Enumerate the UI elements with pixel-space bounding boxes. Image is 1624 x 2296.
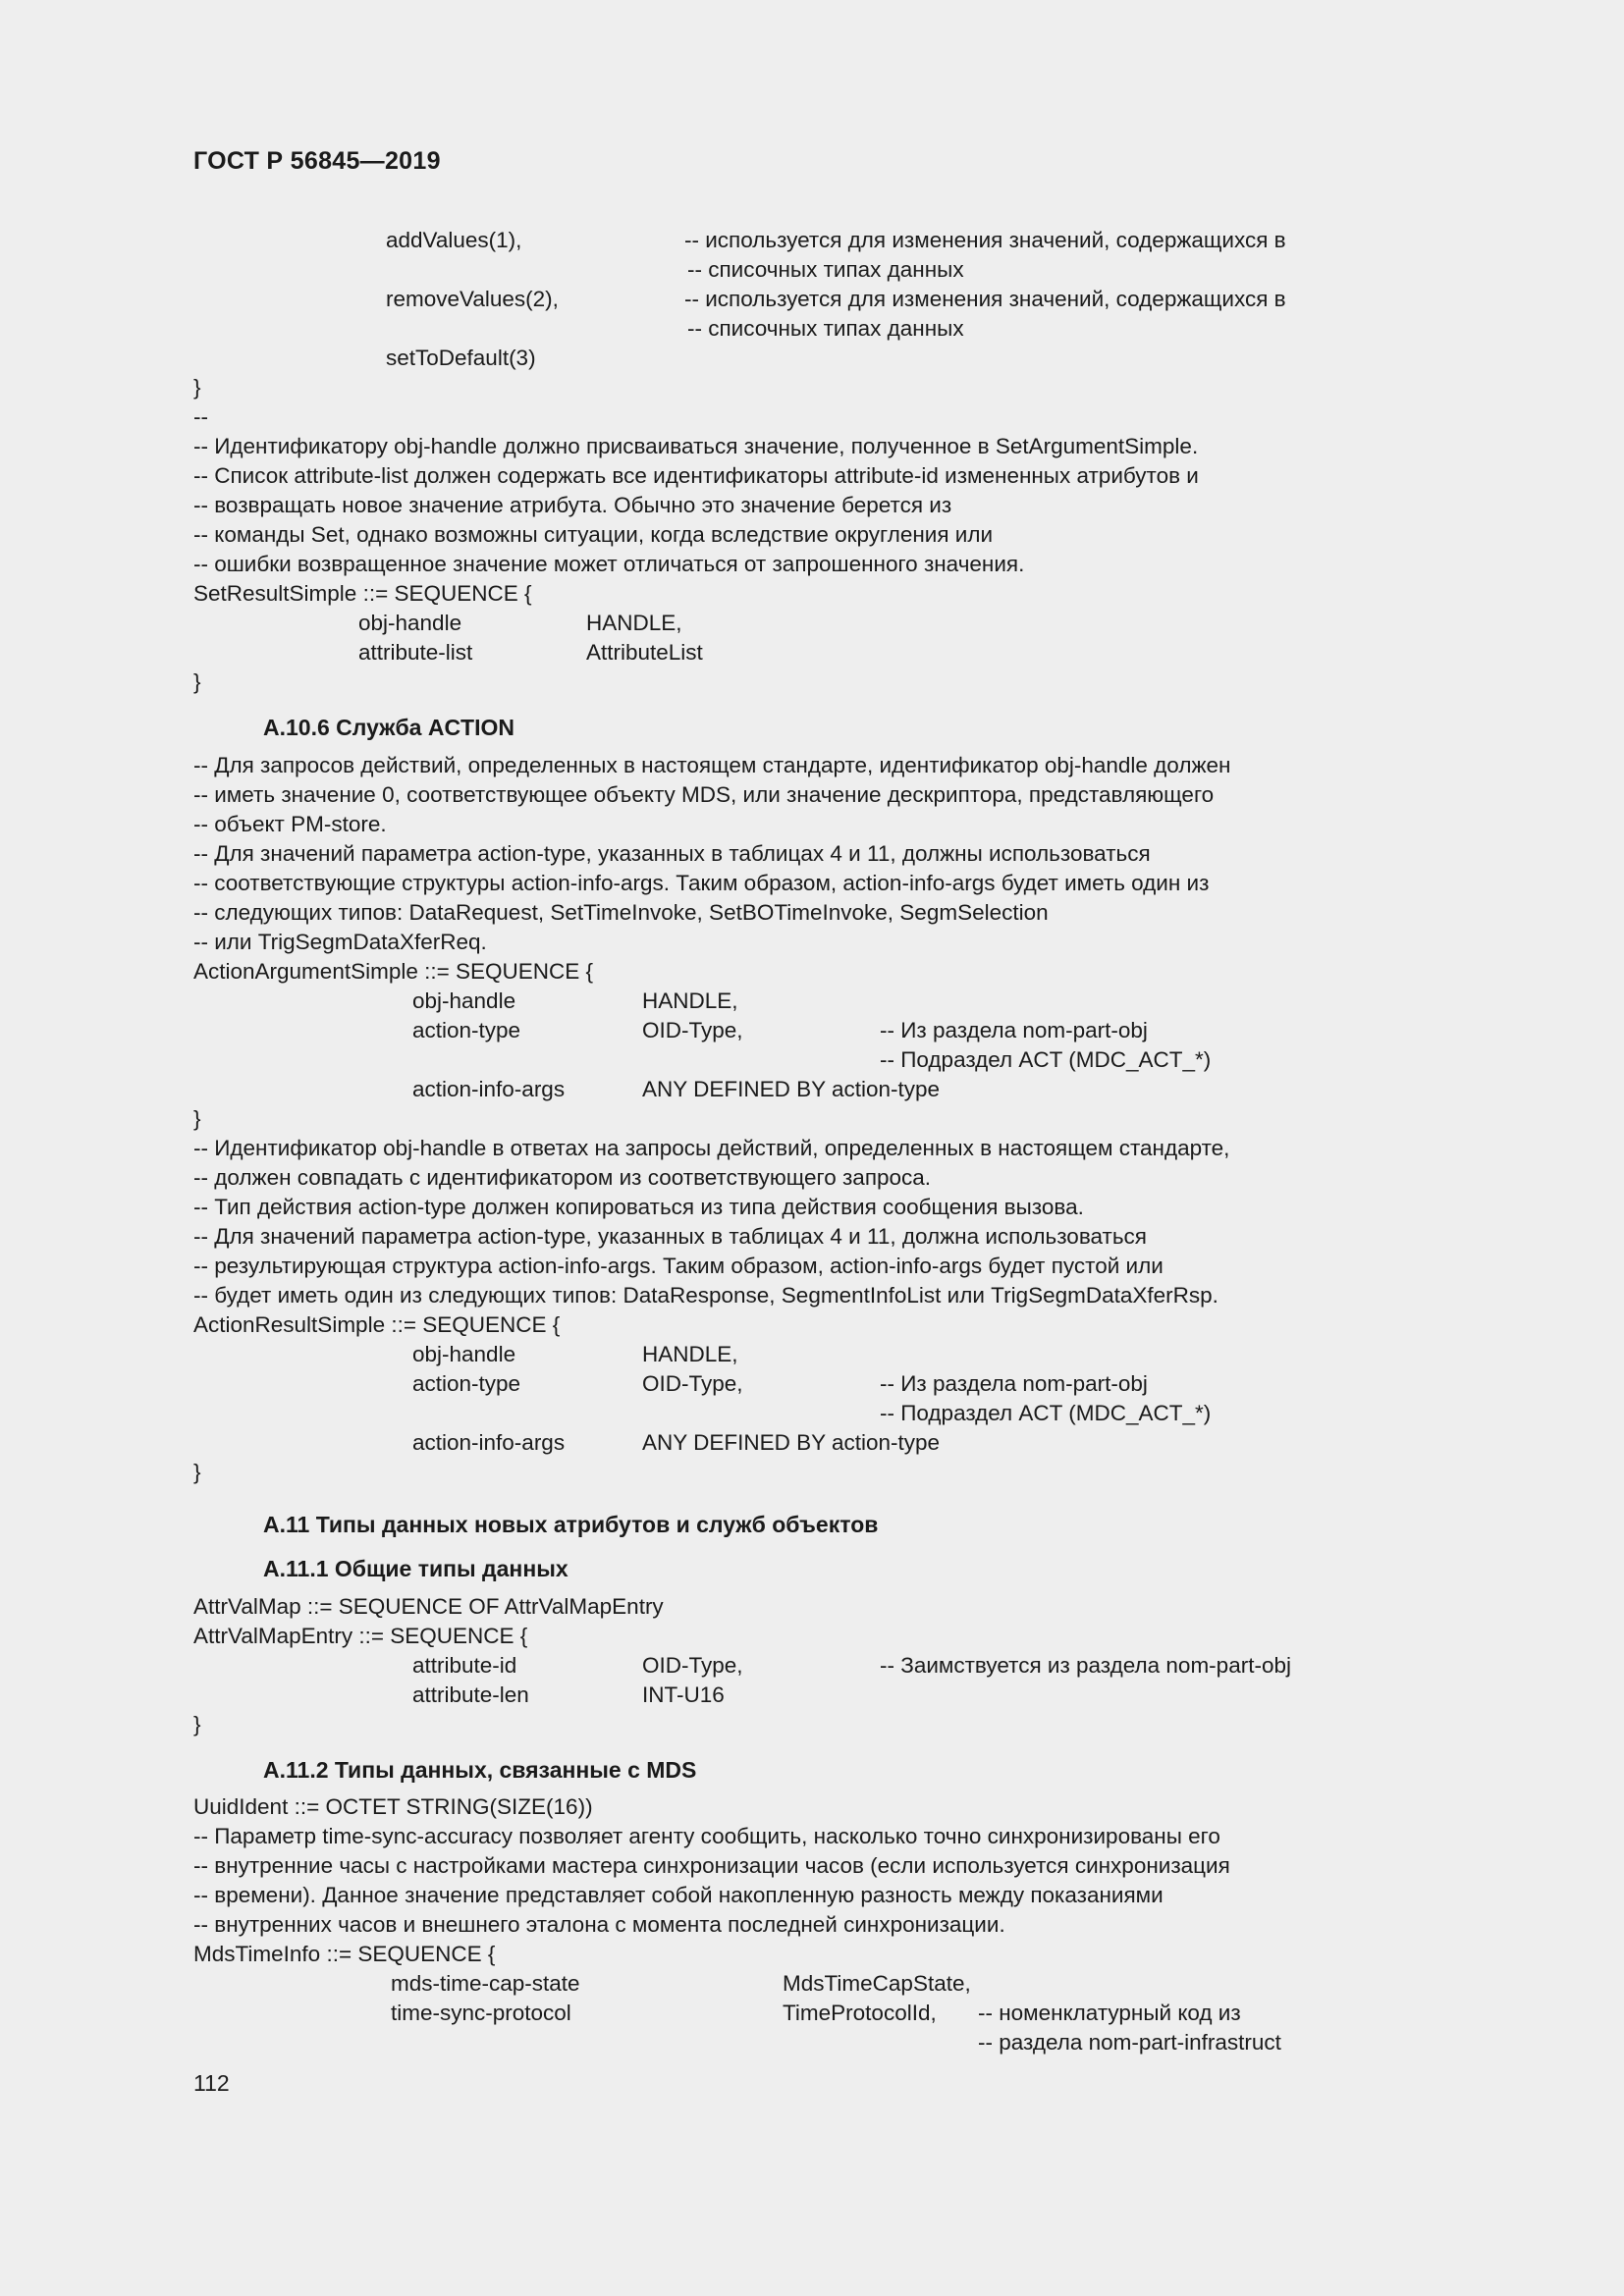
code-line: removeValues(2), bbox=[386, 287, 559, 311]
code-comment: -- или TrigSegmDataXferReq. bbox=[193, 930, 487, 954]
code-comment: -- списочных типах данных bbox=[687, 257, 964, 282]
code-field-type: HANDLE, bbox=[586, 611, 682, 635]
code-field-type: OID-Type, bbox=[642, 1018, 743, 1042]
code-field-type: AttributeList bbox=[586, 640, 703, 665]
code-field-name: time-sync-protocol bbox=[391, 2001, 571, 2025]
code-comment: -- номенклатурный код из bbox=[978, 2001, 1241, 2025]
code-comment: -- используется для изменения значений, содержащихся в bbox=[684, 228, 1286, 252]
code-line: ActionResultSimple ::= SEQUENCE { bbox=[193, 1312, 561, 1337]
code-comment: -- иметь значение 0, соответствующее объекту MDS, или значение дескриптора, представляющего bbox=[193, 782, 1215, 807]
code-field-name: action-info-args bbox=[412, 1077, 566, 1101]
code-field-type: ANY DEFINED BY action-type bbox=[642, 1430, 941, 1455]
page-number: 112 bbox=[193, 2070, 230, 2096]
code-comment: -- внутренние часы с настройками мастера синхронизации часов (если используется синхронизация bbox=[193, 1853, 1230, 1878]
code-comment: -- Подраздел ACT (MDC_ACT_*) bbox=[880, 1047, 1212, 1072]
code-field-type: HANDLE, bbox=[642, 988, 738, 1013]
code-field-type: TimeProtocolId, bbox=[783, 2001, 937, 2025]
code-field-type: OID-Type, bbox=[642, 1653, 743, 1678]
code-field-name: obj-handle bbox=[412, 1342, 516, 1366]
code-field-type: HANDLE, bbox=[642, 1342, 738, 1366]
code-comment: -- Заимствуется из раздела nom-part-obj bbox=[880, 1653, 1291, 1678]
code-comment: -- Из раздела nom-part-obj bbox=[880, 1371, 1148, 1396]
code-field-name: obj-handle bbox=[358, 611, 462, 635]
code-comment: -- команды Set, однако возможны ситуации, когда вследствие округления или bbox=[193, 522, 994, 547]
code-line: } bbox=[193, 669, 201, 694]
code-comment: -- внутренних часов и внешнего эталона с момента последней синхронизации. bbox=[193, 1912, 1005, 1937]
code-comment: -- Из раздела nom-part-obj bbox=[880, 1018, 1148, 1042]
code-line: UuidIdent ::= OCTET STRING(SIZE(16)) bbox=[193, 1794, 593, 1819]
code-comment: -- возвращать новое значение атрибута. Обычно это значение берется из bbox=[193, 493, 952, 517]
code-comment: -- ошибки возвращенное значение может отличаться от запрошенного значения. bbox=[193, 552, 1025, 576]
code-comment: -- Идентификатору obj-handle должно присваиваться значение, полученное в SetArgumentSimple. bbox=[193, 434, 1199, 458]
code-comment: -- будет иметь один из следующих типов: DataResponse, SegmentInfoList или TrigSegmDataXferRsp. bbox=[193, 1283, 1218, 1308]
code-field-type: ANY DEFINED BY action-type bbox=[642, 1077, 941, 1101]
code-field-name: action-type bbox=[412, 1018, 521, 1042]
code-comment: -- раздела nom-part-infrastruct bbox=[978, 2030, 1281, 2055]
code-field-type: OID-Type, bbox=[642, 1371, 743, 1396]
code-comment: -- результирующая структура action-info-args. Таким образом, action-info-args будет пустой или bbox=[193, 1254, 1164, 1278]
code-field-name: attribute-len bbox=[412, 1682, 529, 1707]
code-comment: -- Идентификатор obj-handle в ответах на запросы действий, определенных в настоящем стандарте, bbox=[193, 1136, 1230, 1160]
code-line: } bbox=[193, 1712, 201, 1736]
code-comment: -- следующих типов: DataRequest, SetTimeInvoke, SetBOTimeInvoke, SegmSelection bbox=[193, 900, 1049, 925]
code-comment: -- Список attribute-list должен содержать все идентификаторы attribute-id измененных атрибутов и bbox=[193, 463, 1199, 488]
code-field-name: action-type bbox=[412, 1371, 521, 1396]
code-line: SetResultSimple ::= SEQUENCE { bbox=[193, 581, 532, 606]
section-heading: А.11.2 Типы данных, связанные с MDS bbox=[263, 1757, 697, 1783]
section-heading: А.10.6 Служба ACTION bbox=[263, 715, 514, 740]
code-field-name: attribute-id bbox=[412, 1653, 517, 1678]
page-header: ГОСТ Р 56845—2019 bbox=[193, 147, 441, 175]
code-line: AttrValMapEntry ::= SEQUENCE { bbox=[193, 1624, 528, 1648]
code-field-name: mds-time-cap-state bbox=[391, 1971, 580, 1996]
code-line: AttrValMap ::= SEQUENCE OF AttrValMapEntry bbox=[193, 1594, 664, 1619]
code-comment: -- Для значений параметра action-type, указанных в таблицах 4 и 11, должны использоваться bbox=[193, 841, 1151, 866]
code-comment: -- списочных типах данных bbox=[687, 316, 964, 341]
code-comment: -- Параметр time-sync-accuracy позволяет агенту сообщить, насколько точно синхронизированы его bbox=[193, 1824, 1220, 1848]
code-comment: -- соответствующие структуры action-info-args. Таким образом, action-info-args будет иметь один из bbox=[193, 871, 1210, 895]
code-line: } bbox=[193, 1460, 201, 1484]
code-line: } bbox=[193, 1106, 201, 1131]
code-line: setToDefault(3) bbox=[386, 346, 536, 370]
code-field-type: MdsTimeCapState, bbox=[783, 1971, 971, 1996]
code-field-name: action-info-args bbox=[412, 1430, 566, 1455]
code-field-type: INT-U16 bbox=[642, 1682, 725, 1707]
code-line: addValues(1), bbox=[386, 228, 522, 252]
code-field-name: obj-handle bbox=[412, 988, 516, 1013]
code-comment: -- Для запросов действий, определенных в настоящем стандарте, идентификатор obj-handle должен bbox=[193, 753, 1231, 777]
code-field-name: attribute-list bbox=[358, 640, 473, 665]
code-comment: -- bbox=[193, 404, 208, 429]
code-comment: -- используется для изменения значений, содержащихся в bbox=[684, 287, 1286, 311]
code-comment: -- Подраздел ACT (MDC_ACT_*) bbox=[880, 1401, 1212, 1425]
code-comment: -- объект PM-store. bbox=[193, 812, 387, 836]
code-comment: -- Для значений параметра action-type, указанных в таблицах 4 и 11, должна использоваться bbox=[193, 1224, 1147, 1249]
code-line: ActionArgumentSimple ::= SEQUENCE { bbox=[193, 959, 594, 984]
section-heading: А.11 Типы данных новых атрибутов и служб объектов bbox=[263, 1512, 879, 1537]
section-heading: А.11.1 Общие типы данных bbox=[263, 1556, 568, 1581]
code-line: MdsTimeInfo ::= SEQUENCE { bbox=[193, 1942, 496, 1966]
code-line: } bbox=[193, 375, 201, 400]
code-comment: -- времени). Данное значение представляет собой накопленную разность между показаниями bbox=[193, 1883, 1164, 1907]
code-comment: -- Тип действия action-type должен копироваться из типа действия сообщения вызова. bbox=[193, 1195, 1084, 1219]
code-comment: -- должен совпадать с идентификатором из соответствующего запроса. bbox=[193, 1165, 932, 1190]
